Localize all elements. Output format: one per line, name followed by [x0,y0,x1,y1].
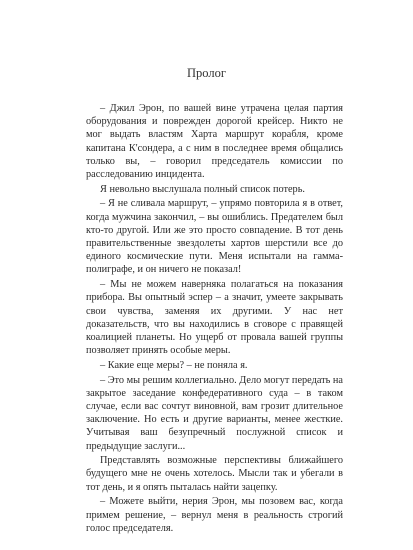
paragraph: – Какие еще меры? – не поняла я. [100,359,248,371]
paragraph: – Я не сливала маршрут, – упрямо повторила я в ответ, когда мужчина закончил, – вы ошиблись. Предателем был кто-то другой. Или же это просто совпадение. В тот день правительственные звездолеты хартов шерстили все до единого космические пути. Меня испытали на гамма-полиграфе, и он ничего не показал! [86,198,343,276]
body-text [86,102,343,537]
paragraph: – Мы не можем наверняка полагаться на показания прибора. Вы опытный эспер – а значит, умеете закрывать свои чувства, заменяя их другими. У нас нет доказательств, что вы находились в сговоре с правящей коалицией планеты. Но ущерб от провала вашей группы позволяет принять особые меры. [86,279,343,357]
paragraph: Я невольно выслушала полный список потерь. [100,183,305,195]
paragraph: – Можете выйти, нерия Эрон, мы позовем вас, когда примем решение, – вернул меня в реальность строгий голос председателя. [86,496,343,534]
paragraph: Представлять возможные перспективы ближайшего будущего мне не очень хотелось. Мысли так и убегали в тот день, и я опять пыталась найти зацепку. [86,455,343,493]
paragraph: – Это мы решим коллегиально. Дело могут передать на закрытое заседание конфедеративного суда – в таком случае, если вас сочтут виновной, вам грозит длительное заключение. Но есть и другие варианты, менее жесткие. Учитывая ваш безупречный послужной список и предыдущие заслуги... [86,374,343,452]
paragraph: – Джил Эрон, по вашей вине утрачена целая партия оборудования и поврежден дорогой крейсер. Никто не мог выдать властям Харта маршрут корабля, кроме капитана К'сондера, а с ним в последнее время общались только вы, – говорил председатель комиссии по расследованию инцидента. [86,103,343,181]
chapter-title: Пролог [187,66,226,80]
